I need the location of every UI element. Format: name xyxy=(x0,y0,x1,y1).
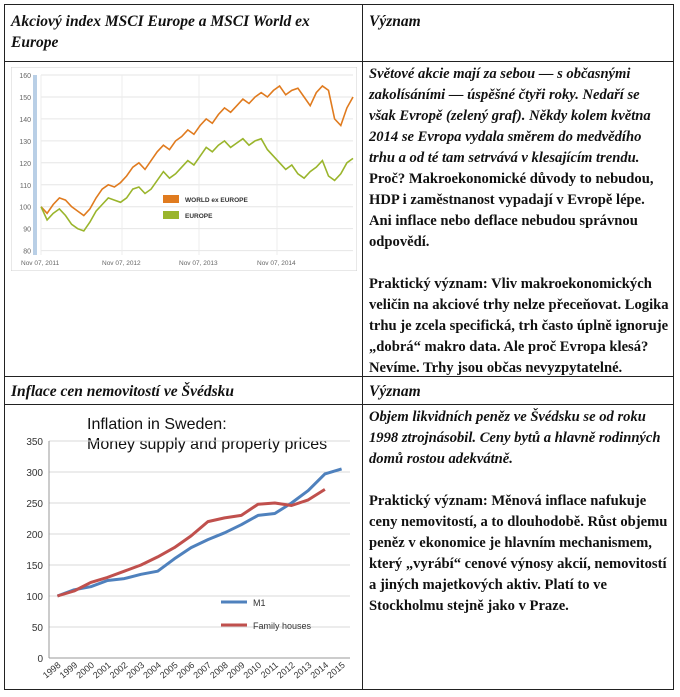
practical-meaning-text: Praktický význam: Vliv makroekonomických veličin na akciové trhy nelze přeceňovat. Logika trhu je zcela specifická, trh často úplně ignoruje „dobrá“ makro data. Ale proč Evropa klesá? Nevíme. Trhy jsou občas nevyzpytatelné. xyxy=(369,276,669,376)
x-tick-label: 2010 xyxy=(241,659,264,681)
y-tick-label: 90 xyxy=(23,226,31,234)
legend-label: M1 xyxy=(253,598,266,608)
x-tick-label: Nov 07, 2014 xyxy=(257,260,296,267)
x-tick-label: 2015 xyxy=(325,659,347,681)
x-tick-label: 2004 xyxy=(141,659,163,681)
msci-chart-header: Akciový index MSCI Europe a MSCI World ex Europe xyxy=(11,13,310,51)
row-divider xyxy=(5,61,673,62)
meaning-header: Význam xyxy=(369,13,421,30)
practical-meaning-text: Praktický význam: Měnová inflace nafukuje ceny nemovitostí, a to dlouhodobě. Růst objemu peněz v ekonomice je hlavním mechanismem, který „vyrábí“ cenové výnosy akcií, nemovitostí a jiných majetkových aktiv. Platí to ve Stockholmu stejně jako v Praze. xyxy=(369,493,668,614)
content-table xyxy=(4,4,674,690)
y-tick-label: 300 xyxy=(26,468,43,479)
x-tick-label: Nov 07, 2011 xyxy=(21,260,60,267)
x-tick-label: 2009 xyxy=(224,659,247,681)
x-tick-label: 1999 xyxy=(57,659,80,681)
legend-label: Family houses xyxy=(253,621,312,631)
sweden-chart xyxy=(7,409,359,689)
x-tick-label: 2008 xyxy=(208,659,230,681)
x-tick-label: 2014 xyxy=(308,659,331,681)
meaning-text-1 xyxy=(369,64,669,400)
x-tick-label: 2001 xyxy=(91,659,113,681)
x-tick-label: 1998 xyxy=(40,659,63,681)
scroll-bar xyxy=(33,75,37,255)
y-tick-label: 120 xyxy=(19,160,31,168)
y-tick-label: 140 xyxy=(19,116,31,124)
meaning-header: Význam xyxy=(369,383,421,400)
y-tick-label: 350 xyxy=(26,437,43,448)
y-tick-label: 110 xyxy=(19,182,31,190)
column-divider xyxy=(362,5,363,689)
x-tick-label: 2011 xyxy=(258,659,281,680)
series-line-family-houses xyxy=(57,489,325,596)
legend-label: WORLD ex EUROPE xyxy=(185,197,248,204)
y-tick-label: 50 xyxy=(31,623,43,634)
legend-label: EUROPE xyxy=(185,213,213,220)
row-divider xyxy=(5,404,673,405)
y-tick-label: 250 xyxy=(26,499,43,510)
x-tick-label: 2003 xyxy=(124,659,147,681)
y-tick-label: 0 xyxy=(37,654,43,665)
chart-subtitle: Money supply and property prices xyxy=(87,436,328,453)
legend-swatch xyxy=(163,195,179,203)
x-tick-label: 2002 xyxy=(107,659,130,681)
sweden-chart-svg xyxy=(7,409,359,689)
meaning-text-2 xyxy=(369,407,669,638)
meaning-italic-text: Objem likvidních peněz ve Švédsku se od roku 1998 ztrojnásobil. Ceny bytů a hlavně rodinných domů rostou adekvátně. xyxy=(369,409,661,467)
y-tick-label: 160 xyxy=(19,73,31,80)
msci-chart xyxy=(11,67,357,271)
x-tick-label: 2000 xyxy=(74,659,97,681)
y-tick-label: 150 xyxy=(19,94,31,102)
legend-swatch xyxy=(163,211,179,219)
x-tick-label: 2012 xyxy=(274,659,297,681)
meaning-plain-text: Proč? Makroekonomické důvody to nebudou, HDP i zaměstnanost vypadají v Evropě lépe. Ani inflace nebo deflace nebudou správnou odpovědí. xyxy=(369,171,654,250)
y-tick-label: 150 xyxy=(26,561,43,572)
x-tick-label: 2006 xyxy=(174,659,197,681)
y-tick-label: 80 xyxy=(23,248,31,256)
y-tick-label: 100 xyxy=(26,592,43,603)
sweden-chart-header: Inflace cen nemovitostí ve Švédsku xyxy=(11,383,234,400)
x-tick-label: Nov 07, 2013 xyxy=(179,260,218,267)
y-tick-label: 200 xyxy=(26,530,43,541)
msci-chart-svg xyxy=(11,67,357,271)
chart-title: Inflation in Sweden: xyxy=(87,416,227,433)
meaning-italic-text: Světové akcie mají za sebou — s občasnými zakolísáními — úspěšné čtyři roky. Nedaří se však Evropě (zelený graf). Někdy kolem května 2014 se Evropa vydala směrem do medvědího trhu a od té tam setrvává v klesajícím trendu. xyxy=(369,66,651,166)
series-line-m- xyxy=(57,469,341,596)
y-tick-label: 130 xyxy=(19,138,31,146)
x-tick-label: 2007 xyxy=(191,659,214,681)
x-tick-label: Nov 07, 2012 xyxy=(102,260,141,267)
x-tick-label: 2013 xyxy=(291,659,314,681)
y-tick-label: 100 xyxy=(19,204,31,212)
x-tick-label: 2005 xyxy=(157,659,180,681)
